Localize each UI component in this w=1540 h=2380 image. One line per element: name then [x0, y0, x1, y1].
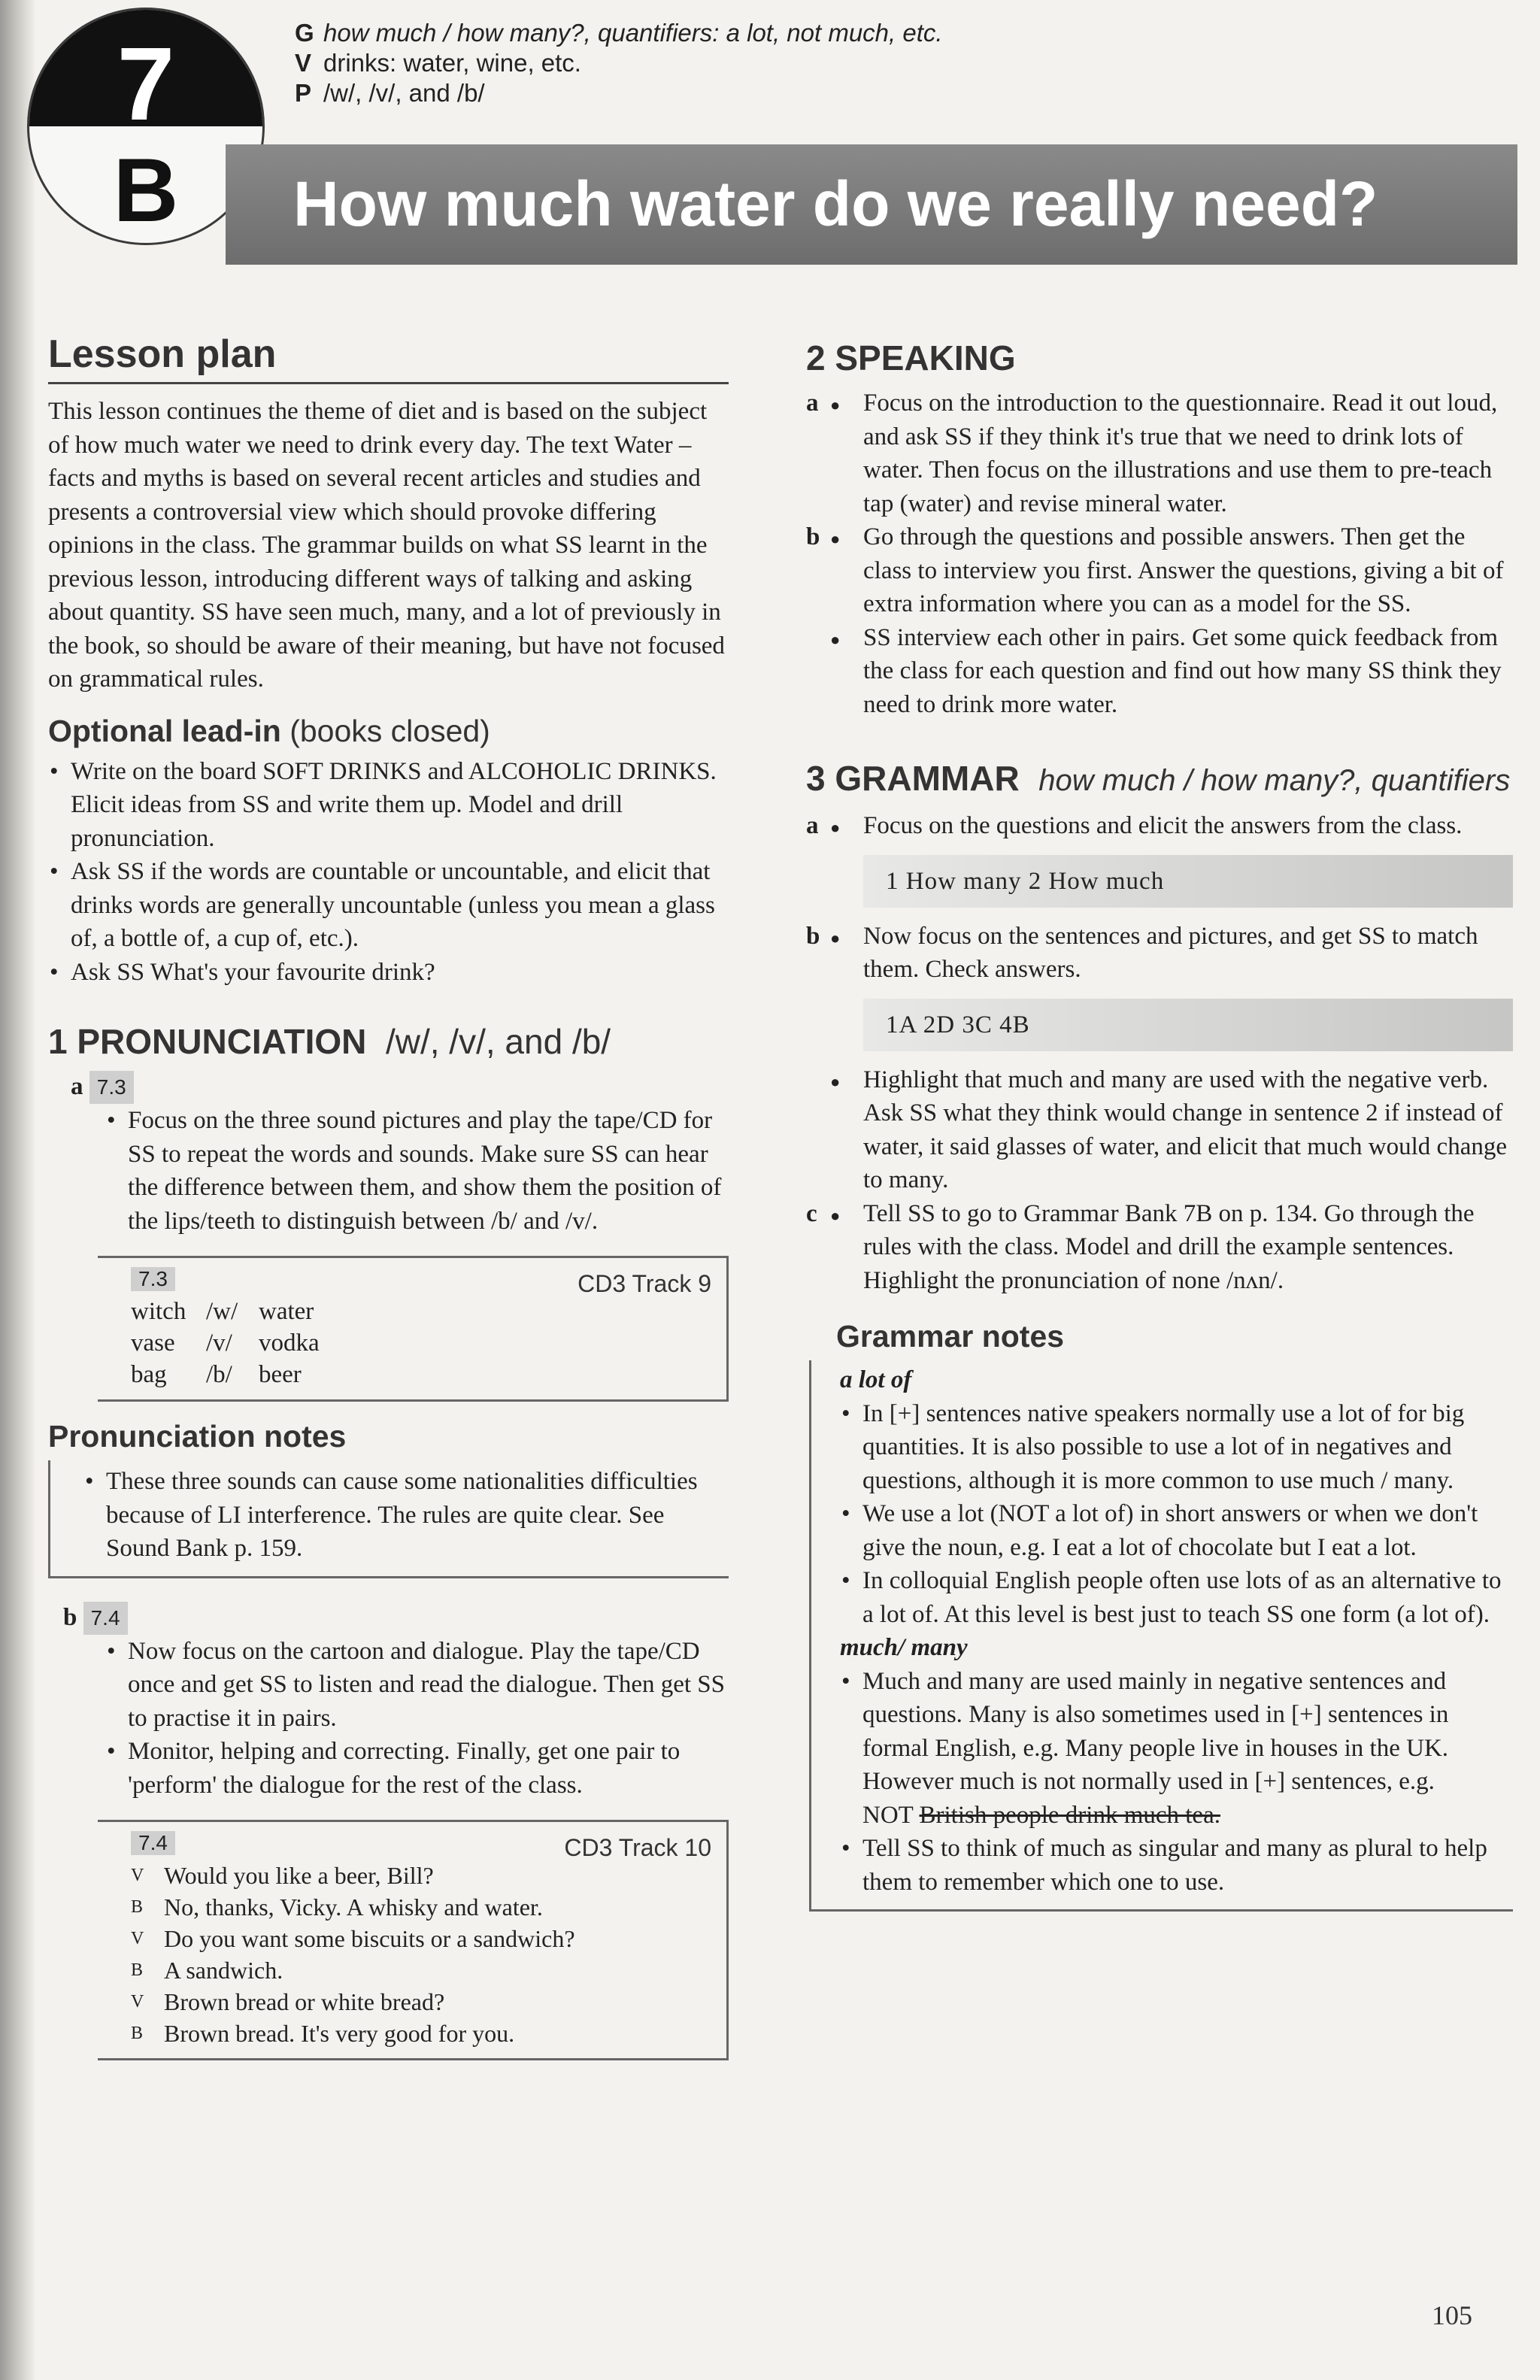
audioscript-box-7-3: [98, 1256, 729, 1402]
sound-row: witch /w/ water: [131, 1298, 314, 1325]
speaking-b2: [806, 621, 1513, 722]
grammar-b-text: Now focus on the sentences and pictures, and get SS to match them. Check answers.: [863, 922, 1478, 983]
title-banner: [226, 144, 1517, 265]
left-column: [48, 331, 729, 2075]
topic-grammar: G how much / how many?, quantifiers: a lot, not much, etc.: [295, 19, 943, 47]
answer-box: 1A 2D 3C 4B: [863, 999, 1513, 1051]
audio-track-badge: 7.3: [131, 1267, 175, 1291]
pronunciation-note: • These three sounds can cause some nationalities difficulties because of LI interference. The rules are quite clear. See Sound Bank p. 159.: [83, 1465, 721, 1566]
lesson-plan-heading: Lesson plan: [48, 331, 729, 384]
pronunciation-heading: 1 PRONUNCIATION /w/, /v/, and /b/: [48, 1022, 611, 1061]
not-example: NOT British people drink much tea.: [862, 1801, 1220, 1829]
grammar-note-title: a lot of: [840, 1366, 912, 1393]
book-spine-shadow: [0, 0, 36, 2380]
dialogue-line: B Brown bread. It's very good for you.: [131, 2020, 515, 2047]
leadin-item: • Ask SS if the words are countable or uncountable, and elicit that drinks words are generally uncountable (unless you mean a glass of, a bottle of, a cup of, etc.).: [48, 855, 729, 956]
dialogue-line: B A sandwich.: [131, 1957, 283, 1984]
grammar-a-text: Focus on the questions and elicit the answers from the class.: [863, 812, 1463, 839]
lesson-letter: B: [113, 140, 179, 241]
grammar-note-item: • Tell SS to think of much as singular and many as plural to help them to remember which one to use.: [840, 1832, 1508, 1899]
audio-track-badge: 7.4: [131, 1831, 175, 1855]
topic-vocabulary: V drinks: water, wine, etc.: [295, 49, 581, 77]
pronunciation-a-text: • Focus on the three sound pictures and play the tape/CD for SS to repeat the words and sounds. Make sure SS can hear the difference between them, and show them the position of the lips/teeth to distinguish between /b/ and /v/.: [105, 1104, 729, 1238]
grammar-note-item: • In colloquial English people often use lots of as an alternative to a lot of. At this level is best just to teach SS one form (a lot of).: [840, 1564, 1508, 1631]
pronunciation-a: [48, 1070, 729, 1238]
pronunciation-notes-box: [48, 1460, 729, 1578]
speaking-a: a ● Focus on the introduction to the questionnaire. Read it out loud, and ask SS if they think it's true that we need to drink lots of water. Then focus on the illustrations and use them to pre-teach tap (water) and revise mineral water.: [806, 387, 1513, 520]
page-title: How much water do we really need?: [293, 168, 1378, 239]
dialogue-line: V Brown bread or white bread?: [131, 1988, 445, 2015]
pronunciation-b-text: • Monitor, helping and correcting. Finally, get one pair to 'perform' the dialogue for the rest of the class.: [105, 1735, 729, 1802]
grammar-note-item: • Much and many are used mainly in negative sentences and questions. Many is also sometimes used in [+] sentences in formal English, e.g. Many people live in houses in the UK. However much is not normally used in [+] sentences, e.g.: [840, 1665, 1508, 1799]
sound-row: bag /b/ beer: [131, 1361, 302, 1388]
pronunciation-b-text: • Now focus on the cartoon and dialogue. Play the tape/CD once and get SS to listen and read the dialogue. Then get SS to practise it in pairs.: [105, 1635, 729, 1736]
grammar-heading: 3 GRAMMAR how much / how many?, quantifiers: [806, 759, 1511, 798]
grammar-b2-text: Highlight that much and many are used with the negative verb. Ask SS what they think would change in sentence 2 if instead of water, it said glasses of water, and elicit that much would change to many.: [863, 1066, 1508, 1193]
answer-box: 1 How many 2 How much: [863, 855, 1513, 908]
speaking-heading: 2 SPEAKING: [806, 338, 1016, 377]
audio-track-badge: 7.4: [83, 1602, 128, 1635]
audioscript-box-7-4: [98, 1820, 729, 2060]
grammar-note-title: much/ many: [840, 1634, 968, 1661]
speaking-b-text: Go through the questions and possible answers. Then get the class to interview you first. Answer the questions, giving a bit of extra information where you can as a model for the SS.: [863, 523, 1504, 617]
audio-track-badge: 7.3: [89, 1071, 134, 1104]
speaking-b-text: SS interview each other in pairs. Get some quick feedback from the class for each question and find out how many SS think they need to drink more water.: [863, 623, 1502, 718]
grammar-c: c ● Tell SS to go to Grammar Bank 7B on p. 134. Go through the rules with the class. Model and drill the example sentences. Highlight the pronunciation of none /nʌn/.: [806, 1197, 1513, 1298]
speaking-b: b ● Go through the questions and possible answers. Then get the class to interview you first. Answer the questions, giving a bit of extra information where you can as a model for the SS.: [806, 520, 1513, 621]
grammar-note-item: • We use a lot (NOT a lot of) in short answers or when we don't give the noun, e.g. I eat a lot of chocolate but I eat a lot.: [840, 1497, 1508, 1564]
grammar-b: b ● Now focus on the sentences and pictures, and get SS to match them. Check answers.: [806, 920, 1513, 987]
page-number: 105: [1432, 2300, 1472, 2330]
pronunciation-b: [48, 1601, 729, 1802]
item-label: a: [71, 1073, 83, 1100]
leadin-item: • Write on the board SOFT DRINKS and ALCOHOLIC DRINKS. Elicit ideas from SS and write them up. Model and drill pronunciation.: [48, 755, 729, 856]
right-column: [806, 335, 1513, 1912]
leadin-heading: Optional lead-in (books closed): [48, 713, 490, 748]
topic-pronunciation: P /w/, /v/, and /b/: [295, 79, 485, 107]
grammar-notes-heading: Grammar notes: [836, 1319, 1065, 1354]
lesson-plan-body: This lesson continues the theme of diet and is based on the subject of how much water we need to drink every day. The text Water – facts and myths is based on several recent articles and studies and presents a controversial view which should provoke differing opinions in the class. The grammar builds on what SS learnt in the previous lesson, introducing different ways of talking and asking about quantity. SS have seen much, many, and a lot of previously in the book, so should be aware of their meaning, but have not focused on grammatical rules.: [48, 398, 725, 693]
speaking-a-text: Focus on the introduction to the questionnaire. Read it out loud, and ask SS if they think it's true that we need to drink lots of water. Then focus on the illustrations and use them to pre-teach tap (water) and revise mineral water.: [863, 390, 1498, 517]
unit-number: 7: [117, 26, 175, 142]
grammar-b2: [806, 1063, 1513, 1197]
dialogue-line: V Do you want some biscuits or a sandwich?: [131, 1925, 575, 1952]
lesson-topics: [295, 18, 943, 108]
grammar-notes-box: [809, 1360, 1513, 1912]
grammar-c-text: Tell SS to go to Grammar Bank 7B on p. 134. Go through the rules with the class. Model and drill the example sentences. Highlight the pronunciation of none /nʌn/.: [863, 1199, 1475, 1294]
cd-track-label: CD3 Track 9: [578, 1270, 711, 1297]
sound-row: vase /v/ vodka: [131, 1329, 320, 1357]
dialogue-line: B No, thanks, Vicky. A whisky and water.: [131, 1893, 543, 1921]
leadin-item: • Ask SS What's your favourite drink?: [48, 956, 729, 990]
pronunciation-notes-heading: Pronunciation notes: [48, 1419, 347, 1454]
item-label: b: [63, 1603, 77, 1631]
cd-track-label: CD3 Track 10: [564, 1834, 711, 1861]
grammar-a: a ● Focus on the questions and elicit the answers from the class.: [806, 809, 1513, 843]
grammar-note-item: • In [+] sentences native speakers normally use a lot of for big quantities. It is also possible to use a lot of in negatives and questions, although it is more common to use much / many.: [840, 1397, 1508, 1498]
dialogue-line: V Would you like a beer, Bill?: [131, 1862, 434, 1889]
